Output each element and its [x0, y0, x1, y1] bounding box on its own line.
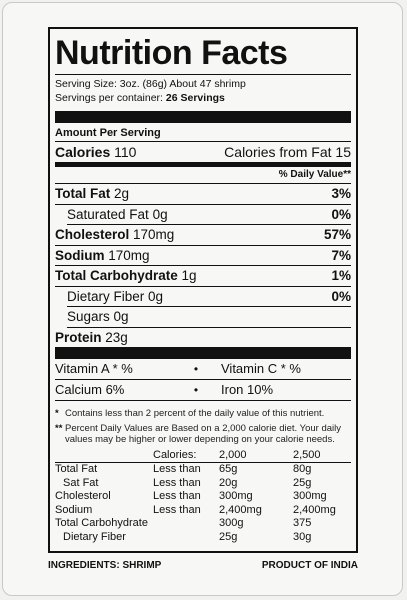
reference-cell: 20g: [219, 476, 238, 489]
nutrient-amount: 2g: [114, 186, 130, 201]
nutrient-name: Cholesterol: [55, 227, 130, 242]
footnote-text: Contains less than 2 percent of the daily value of this nutrient.: [65, 408, 325, 419]
nutrient-row: [55, 225, 351, 246]
footnote-mark: *: [55, 408, 59, 419]
vitamin-row: [55, 380, 351, 401]
nutrient-row: [67, 287, 351, 308]
reference-cell: Less than: [153, 490, 201, 502]
nutrient-row: [55, 246, 351, 267]
reference-header-cell: Calories:: [153, 449, 219, 463]
nutrient-row: [55, 266, 351, 287]
calories-row: [55, 141, 351, 162]
nutrient-row: [67, 307, 351, 328]
reference-cell: Cholesterol: [55, 490, 111, 502]
nutrient-name-amount: [55, 184, 129, 204]
nutrient-daily-value: 57%: [323, 227, 351, 242]
reference-row: [55, 531, 351, 545]
nutrient-daily-value: 0%: [331, 288, 351, 304]
nutrient-daily-value: 0%: [331, 206, 351, 222]
reference-cell: 2,400mg: [219, 503, 262, 516]
vitamin-left: Calcium 6%: [55, 382, 125, 397]
title-divider: [55, 74, 351, 75]
bullet-separator: •: [193, 383, 199, 397]
reference-row: [55, 477, 351, 491]
nutrient-amount: 1g: [181, 268, 197, 283]
footnote-mark: **: [55, 422, 63, 434]
vitamins-divider: [55, 347, 351, 359]
servings-per-container: [55, 91, 351, 105]
servings-label: Servings per container:: [55, 92, 163, 104]
nutrient-amount: 0g: [148, 288, 164, 304]
bullet-separator: •: [193, 362, 199, 376]
footnote: [55, 423, 351, 446]
calories: [55, 142, 136, 162]
nutrient-name-amount: [67, 307, 129, 327]
nutrient-name-amount: [55, 328, 128, 348]
nutrient-name: Total Carbohydrate: [55, 268, 178, 283]
calories-label: Calories: [55, 144, 111, 160]
nutrient-name-amount: [55, 266, 197, 286]
nutrient-name-amount: [55, 225, 174, 245]
nutrient-name: Protein: [55, 329, 102, 345]
reference-cell: 2,400mg: [293, 503, 336, 516]
nutrient-name: Saturated Fat: [67, 206, 149, 222]
reference-header-cell: 2,500: [293, 449, 351, 463]
reference-cell: 80g: [293, 463, 312, 475]
nutrient-row: [67, 205, 351, 226]
footnote-text: Percent Daily Values are Based on a 2,000 calorie diet. Your daily values may be higher or lower depending on your calorie needs.: [65, 422, 342, 445]
amount-per-serving: Amount Per Serving: [55, 127, 161, 139]
nutrient-name: Sodium: [55, 247, 105, 263]
panel-title: Nutrition Facts: [55, 34, 288, 72]
daily-value-header-label: % Daily Value**: [278, 169, 351, 180]
reference-cell: Total Fat: [55, 463, 98, 475]
reference-cell: 25g: [219, 530, 238, 543]
reference-cell: 30g: [293, 530, 312, 543]
nutrient-name-amount: [67, 205, 168, 225]
nutrient-row: [55, 184, 351, 205]
nutrient-amount: 0g: [152, 206, 168, 222]
ingredients: INGREDIENTS: SHRIMP: [48, 560, 162, 571]
nutrient-amount: 170mg: [133, 227, 175, 242]
vitamin-left: Vitamin A * %: [55, 361, 133, 376]
nutrient-amount: 170mg: [108, 247, 150, 263]
nutrition-facts-panel: [48, 27, 358, 553]
nutrient-amount: 0g: [113, 309, 129, 324]
reference-header-row: [55, 449, 351, 463]
reference-row: [55, 517, 351, 531]
nutrient-daily-value: 1%: [331, 268, 351, 283]
reference-cell: 25g: [293, 476, 312, 489]
footnote: [55, 408, 351, 420]
country-of-origin: PRODUCT OF INDIA: [261, 560, 358, 571]
nutrient-name: Total Fat: [55, 186, 111, 201]
calories-value: 110: [114, 144, 137, 160]
calories-from-fat-label: Calories from Fat: [224, 144, 332, 160]
daily-value-header: [55, 167, 351, 184]
vitamin-row: [55, 359, 351, 380]
nutrient-name-amount: [55, 246, 150, 266]
calories-from-fat: [224, 142, 351, 162]
nutrient-row: [55, 328, 351, 348]
reference-cell: Less than: [153, 463, 201, 475]
reference-cell: 300mg: [293, 490, 327, 502]
reference-row: [55, 490, 351, 504]
reference-cell: Sat Fat: [63, 476, 99, 489]
reference-cell: Sodium: [55, 503, 93, 516]
reference-header-cell: [55, 449, 153, 463]
servings-value: 26 Servings: [165, 92, 225, 104]
nutrient-list: [55, 184, 351, 347]
reference-header-cell: 2,000: [219, 449, 293, 463]
reference-table: [55, 449, 351, 545]
reference-cell: [153, 517, 219, 531]
vitamin-right: Vitamin C * %: [221, 361, 301, 376]
thick-divider: [55, 111, 351, 123]
vitamin-right: Iron 10%: [221, 382, 274, 397]
vitamin-list: [55, 359, 351, 401]
serving-size: Serving Size: 3oz. (86g) About 47 shrimp: [55, 78, 246, 90]
nutrient-amount: 23g: [105, 329, 128, 345]
footnotes: [55, 408, 351, 446]
footer: [48, 560, 358, 571]
reference-cell: 300g: [219, 517, 244, 529]
nutrient-name: Sugars: [67, 309, 110, 324]
reference-row: [55, 463, 351, 477]
reference-cell: Less than: [153, 476, 201, 489]
nutrient-name-amount: [67, 287, 163, 307]
reference-row: [55, 504, 351, 518]
reference-cell: 65g: [219, 463, 238, 475]
reference-cell: 300mg: [219, 490, 253, 502]
calories-from-fat-value: 15: [335, 144, 351, 160]
nutrient-daily-value: 3%: [331, 186, 351, 201]
reference-cell: Less than: [153, 503, 201, 516]
nutrient-name: Dietary Fiber: [67, 288, 145, 304]
nutrient-daily-value: 7%: [331, 247, 351, 263]
reference-cell: Dietary Fiber: [63, 530, 126, 543]
reference-cell: Total Carbohydrate: [55, 517, 148, 529]
reference-cell: [153, 531, 219, 545]
reference-cell: 375: [293, 517, 312, 529]
